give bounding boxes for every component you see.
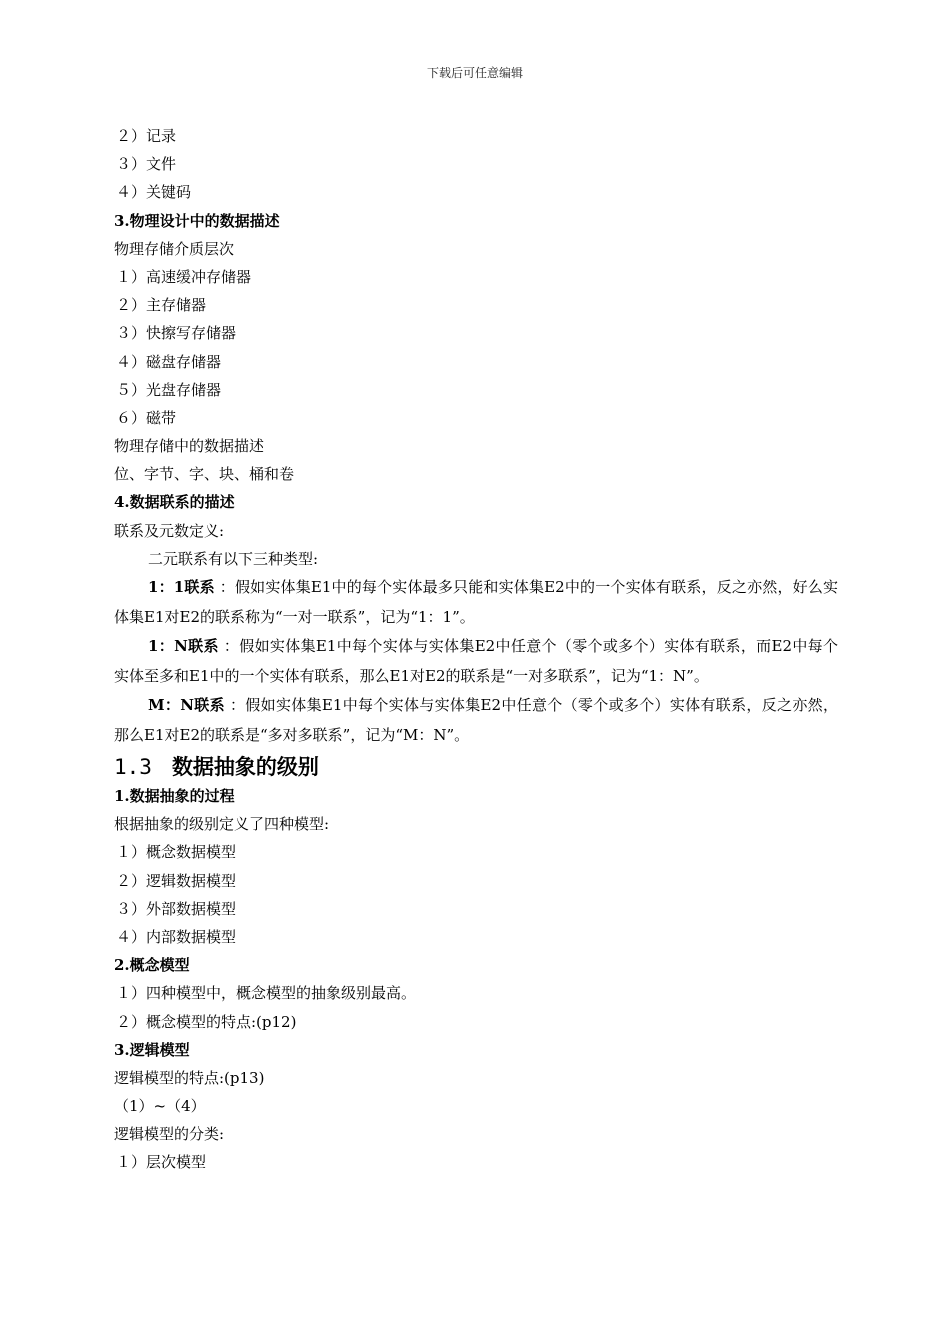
list-item: ５）光盘存储器 (116, 380, 222, 399)
paragraph-rel-m-n (114, 691, 838, 750)
storage-desc-title: 物理存储中的数据描述 (114, 437, 265, 456)
list-item: ４）内部数据模型 (116, 927, 237, 946)
list-item: ３）快擦写存储器 (116, 324, 237, 343)
storage-desc: 位、字节、字、块、桶和卷 (114, 465, 295, 484)
section-number: 1.3 (114, 755, 152, 779)
paragraph-rel-1-n (114, 632, 838, 691)
section-title: 数据抽象的级别 (171, 755, 319, 779)
rel-1-n-text: ：假如实体集E1中每个实体与实体集E2中任意个（零个或多个）实体有联系，而E2中每个实体至多和E1中的一个实体有联系，那么E1对E2的联系是“一对多联系”，记为“1：N”。 (114, 637, 838, 685)
list-item: ２）概念模型的特点:(p12) (116, 1012, 297, 1031)
heading-logic: 3.逻辑模型 (114, 1040, 190, 1059)
list-item: １）层次模型 (116, 1153, 207, 1172)
list-item: ４）磁盘存储器 (116, 352, 222, 371)
process-intro: 根据抽象的级别定义了四种模型: (114, 815, 330, 834)
list-item: １）四种模型中，概念模型的抽象级别最高。 (116, 984, 417, 1003)
list-item: ３）文件 (116, 155, 177, 174)
list-item: ２）逻辑数据模型 (116, 871, 237, 890)
list-item: ６）磁带 (116, 408, 177, 427)
heading-process: 1.数据抽象的过程 (114, 787, 235, 805)
relation-def: 联系及元数定义: (114, 521, 225, 540)
list-item: ４）关键码 (116, 183, 192, 202)
list-item: １）高速缓冲存储器 (116, 267, 252, 286)
rel-m-n-label: M：N联系 (148, 696, 225, 714)
logic-range: （1）~（4） (114, 1097, 206, 1116)
binary-types: 二元联系有以下三种类型: (148, 549, 319, 568)
page-header: 下载后可任意编辑 (426, 66, 523, 80)
rel-m-n-text: ：假如实体集E1中每个实体与实体集E2中任意个（零个或多个）实体有联系，反之亦然，那么E1对E2的联系是“多对多联系”，记为“M：N”。 (114, 696, 838, 744)
storage-levels-title: 物理存储介质层次 (114, 239, 235, 258)
list-item: ３）外部数据模型 (116, 899, 237, 918)
list-item: １）概念数据模型 (116, 843, 237, 862)
rel-1-1-text: ：假如实体集E1中的每个实体最多只能和实体集E2中的一个实体有联系，反之亦然，好么实体集E1对E2的联系称为“一对一联系”，记为“1：1”。 (114, 578, 839, 626)
list-item: ２）记录 (116, 127, 177, 145)
section-heading-1-3 (114, 752, 838, 782)
logic-features: 逻辑模型的特点:(p13) (114, 1068, 265, 1087)
paragraph-rel-1-1 (114, 573, 838, 632)
heading-concept: 2.概念模型 (114, 956, 190, 975)
list-item: ２）主存储器 (116, 296, 207, 315)
heading-physical-design: 3.物理设计中的数据描述 (114, 211, 280, 230)
document-body (114, 122, 838, 1177)
rel-1-1-label: 1：1联系 (148, 578, 215, 596)
heading-relation: 4.数据联系的描述 (114, 493, 235, 512)
rel-1-n-label: 1：N联系 (148, 637, 219, 655)
logic-classify: 逻辑模型的分类: (114, 1125, 225, 1144)
